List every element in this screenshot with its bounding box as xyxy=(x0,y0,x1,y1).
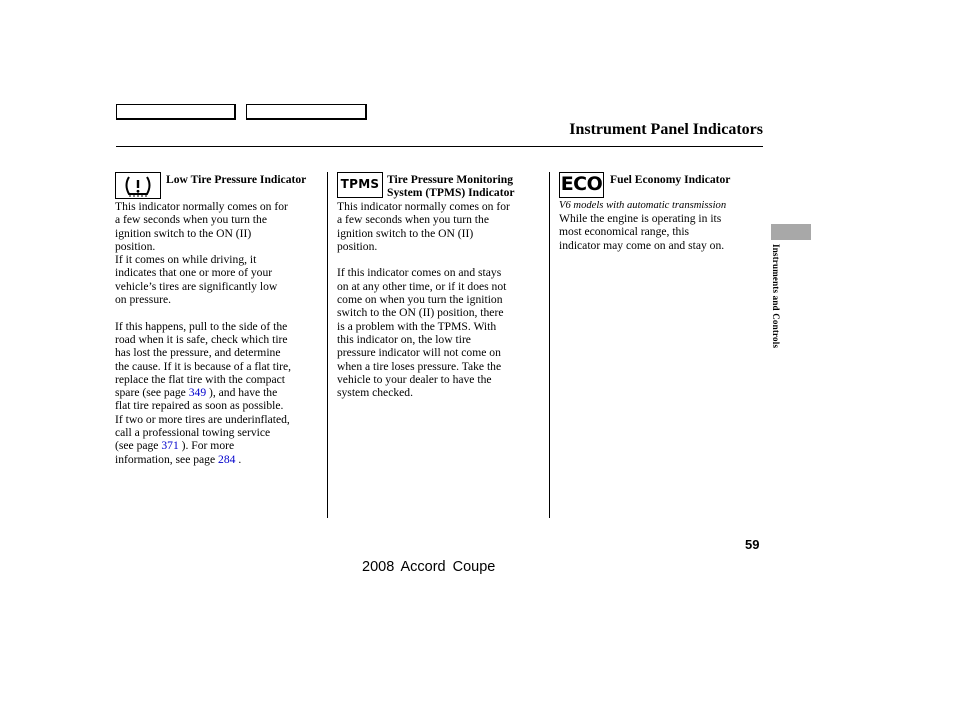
text-fragment: ), and have the xyxy=(206,386,278,400)
text-line: when a tire loses pressure. Take the xyxy=(337,359,502,373)
text-line: vehicle to your dealer to have the xyxy=(337,372,492,386)
page-number: 59 xyxy=(745,537,760,552)
section-side-tab xyxy=(771,224,811,240)
header-rule xyxy=(116,146,763,147)
text-line: pressure indicator will not come on xyxy=(337,346,501,360)
tpms-title: Tire Pressure Monitoring System (TPMS) Indicator xyxy=(387,173,515,199)
tire-pressure-warning-icon xyxy=(115,172,161,199)
low-tire-pressure-section xyxy=(115,172,325,466)
text-line: flat tire repaired as soon as possible. xyxy=(115,399,284,413)
page-link-349[interactable]: 349 xyxy=(188,386,207,400)
text-line: switch to the ON (II) position, there xyxy=(337,306,504,320)
text-line: replace the flat tire with the compact xyxy=(115,372,285,386)
text-line: system checked. xyxy=(337,386,413,400)
text-line: This indicator normally comes on for xyxy=(337,200,510,213)
page-link-371[interactable]: 371 xyxy=(161,439,179,453)
text-line: While the engine is operating in its xyxy=(559,212,722,225)
text-line: this indicator on, the low tire xyxy=(337,332,471,346)
text-line: vehicle’s tires are significantly low xyxy=(115,279,278,293)
tpms-icon: TPMS xyxy=(337,172,383,198)
text-line xyxy=(115,439,325,452)
text-line: ignition switch to the ON (II) xyxy=(337,226,474,240)
text-line: If this happens, pull to the side of the xyxy=(115,319,288,333)
text-line: If it comes on while driving, it xyxy=(115,253,257,267)
text-line xyxy=(115,386,325,399)
text-line: indicates that one or more of your xyxy=(115,266,273,280)
header-tab-1 xyxy=(116,104,236,120)
text-line: has lost the pressure, and determine xyxy=(115,346,281,360)
text-line: call a professional towing service xyxy=(115,426,271,440)
column-divider-2 xyxy=(549,172,550,518)
tpms-section xyxy=(337,172,543,399)
text-line: is a problem with the TPMS. With xyxy=(337,319,497,333)
text-line: ignition switch to the ON (II) xyxy=(115,226,252,240)
text-line: position. xyxy=(337,239,378,253)
page-link-284[interactable]: 284 xyxy=(218,452,236,466)
text-line: position. xyxy=(115,239,156,253)
text-line: most economical range, this xyxy=(559,225,690,239)
eco-icon: ECO xyxy=(559,172,604,198)
header-tab-2 xyxy=(246,104,367,120)
page-title: Instrument Panel Indicators xyxy=(569,121,763,138)
text-line: If two or more tires are underinflated, xyxy=(115,412,290,426)
text-line: on at any other time, or if it does not xyxy=(337,279,507,293)
text-line xyxy=(115,453,325,466)
text-line: a few seconds when you turn the xyxy=(337,213,489,227)
text-line: indicator may come on and stay on. xyxy=(559,238,725,252)
text-line: If this indicator comes on and stays xyxy=(337,266,502,280)
text-line: road when it is safe, check which tire xyxy=(115,332,288,346)
text-fragment: ). For more xyxy=(178,439,235,453)
text-line: come on when you turn the ignition xyxy=(337,293,503,307)
text-line: on pressure. xyxy=(115,293,172,307)
column-divider-1 xyxy=(327,172,328,518)
text-fragment: information, see page xyxy=(115,452,219,466)
section-side-label: Instruments and Controls xyxy=(771,244,781,349)
fuel-economy-text xyxy=(559,212,759,252)
text-line: This indicator normally comes on for xyxy=(115,200,288,213)
low-tire-pressure-title: Low Tire Pressure Indicator xyxy=(166,173,307,186)
low-tire-pressure-text xyxy=(115,200,325,466)
fuel-economy-title: Fuel Economy Indicator xyxy=(610,173,731,186)
footer-model: 2008 Accord Coupe xyxy=(362,559,496,575)
text-fragment: . xyxy=(235,452,242,466)
text-line: the cause. If it is because of a flat tire, xyxy=(115,359,292,373)
text-line: a few seconds when you turn the xyxy=(115,213,267,227)
fuel-economy-section xyxy=(559,172,759,252)
text-fragment: (see page xyxy=(115,439,162,453)
text-fragment: spare (see page xyxy=(115,386,189,400)
model-note: V6 models with automatic transmission xyxy=(559,200,727,211)
tpms-text xyxy=(337,200,543,399)
